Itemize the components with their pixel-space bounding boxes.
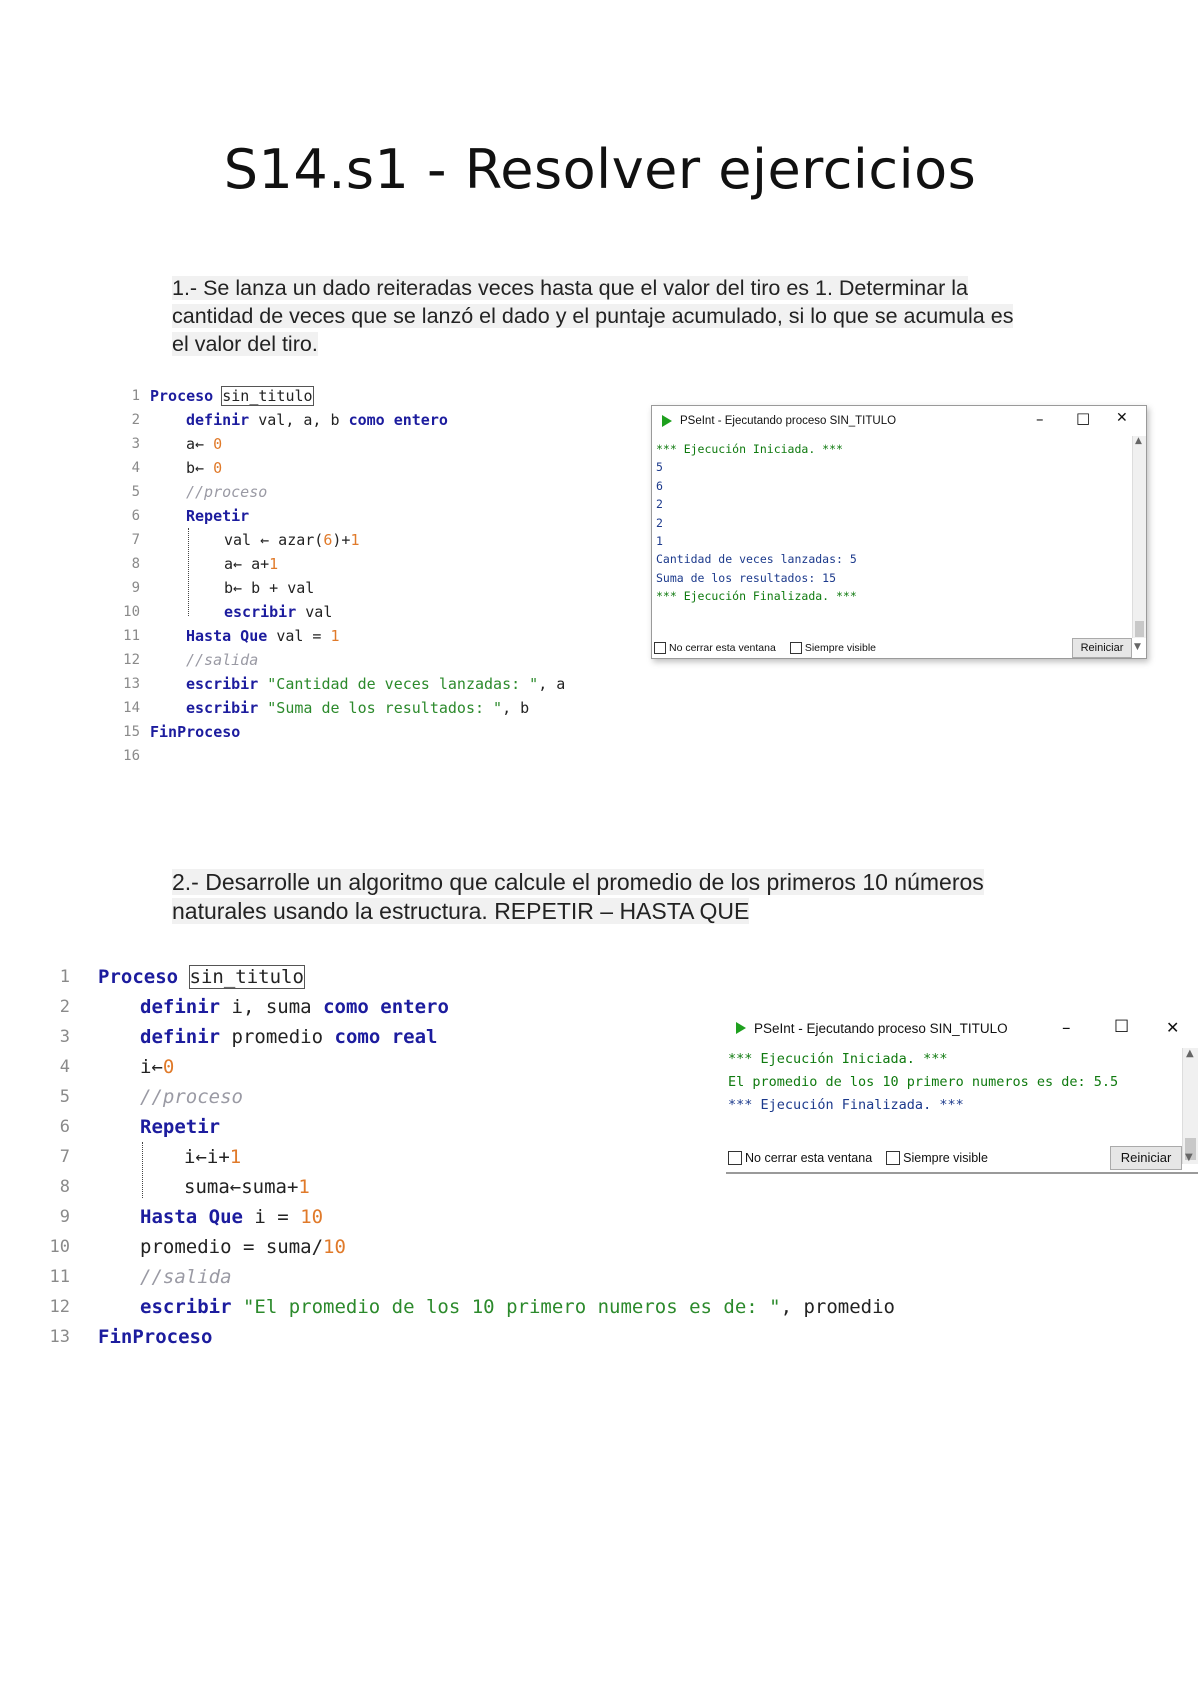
code-text: suma←suma+ (184, 1176, 299, 1198)
keyword: definir (140, 1026, 221, 1048)
console-line: 2 (656, 497, 663, 512)
line-number: 6 (131, 508, 140, 524)
keyword: como (323, 996, 369, 1018)
console-line: *** Ejecución Iniciada. *** (728, 1051, 948, 1067)
code-text: val ← azar( (224, 531, 324, 549)
number-literal: 1 (229, 1146, 242, 1168)
page-title: S14.s1 - Resolver ejercicios (223, 138, 977, 201)
number-literal: 10 (300, 1206, 324, 1228)
code-text: i = (254, 1206, 289, 1228)
always-visible-label: Siempre visible (903, 1151, 988, 1165)
console-line: 5 (656, 460, 663, 475)
code-text: a← a+ (224, 555, 270, 573)
line-number: 2 (131, 412, 140, 428)
line-number: 7 (59, 1147, 70, 1167)
variables: val, a, b (258, 411, 340, 429)
execution-window-2 (726, 1010, 1198, 1174)
line-number: 4 (59, 1057, 70, 1077)
line-number: 12 (49, 1297, 70, 1317)
code-comment: //proceso (186, 483, 268, 501)
exercise-2-statement-line-2: naturales usando la estructura. REPETIR – HASTA QUE (172, 898, 750, 924)
exercise-1-statement (172, 274, 1032, 358)
keyword: entero (380, 996, 449, 1018)
string-literal: "El promedio de los 10 primero numeros es de: " (242, 1296, 781, 1318)
keyword: definir (186, 411, 250, 429)
repeat-block-guide (188, 528, 189, 616)
keyword: FinProceso (98, 1326, 213, 1348)
scrollbar[interactable] (1132, 436, 1146, 638)
keyword: escribir (140, 1296, 232, 1318)
scroll-down-icon[interactable]: ▼ (1185, 1152, 1193, 1163)
keyword: como (334, 1026, 381, 1048)
code-text: , b (502, 699, 530, 717)
variables: i, suma (231, 996, 312, 1018)
no-close-checkbox[interactable] (654, 642, 666, 654)
number-literal: 1 (298, 1176, 310, 1198)
line-number: 2 (59, 997, 70, 1017)
code-text: )+ (332, 531, 351, 549)
line-number: 8 (131, 556, 140, 572)
number-literal: 1 (269, 555, 279, 573)
number-literal: 1 (350, 531, 360, 549)
line-number: 1 (131, 388, 140, 404)
line-number: 14 (123, 700, 140, 716)
keyword: definir (140, 996, 221, 1018)
no-close-label: No cerrar esta ventana (745, 1151, 873, 1165)
window-title: PSeInt - Ejecutando proceso SIN_TITULO (680, 415, 897, 427)
line-number: 7 (131, 532, 140, 548)
console-line: *** Ejecución Finalizada. *** (728, 1097, 964, 1113)
line-number: 15 (123, 724, 140, 740)
line-number: 9 (131, 580, 140, 596)
keyword: FinProceso (150, 723, 241, 741)
console-line: Cantidad de veces lanzadas: 5 (656, 552, 857, 567)
exercise-2-statement-line-1: 2.- Desarrolle un algoritmo que calcule el promedio de los primeros 10 números (172, 869, 984, 895)
number-literal: 0 (213, 459, 223, 477)
always-visible-label: Siempre visible (804, 642, 877, 654)
keyword: Repetir (140, 1116, 221, 1138)
number-literal: 0 (213, 435, 223, 453)
scroll-down-icon[interactable]: ▼ (1134, 642, 1141, 652)
line-number: 13 (49, 1327, 70, 1347)
line-number: 13 (123, 676, 140, 692)
scroll-up-icon[interactable]: ▲ (1135, 436, 1142, 446)
code-text: i←i+ (184, 1146, 230, 1168)
code-text: i← (140, 1056, 163, 1078)
line-number: 4 (131, 460, 140, 476)
window-title: PSeInt - Ejecutando proceso SIN_TITULO (754, 1020, 1008, 1036)
console-line: El promedio de los 10 primero numeros es de: 5.5 (728, 1074, 1119, 1090)
code-text: val (305, 603, 333, 621)
console-line: *** Ejecución Finalizada. *** (656, 589, 857, 604)
number-literal: 0 (162, 1056, 175, 1078)
line-number: 1 (59, 967, 70, 987)
code-comment: //proceso (140, 1086, 243, 1108)
variables: promedio (231, 1026, 324, 1048)
play-icon (736, 1022, 746, 1034)
console-line: 1 (656, 534, 663, 549)
code-text: a← (186, 435, 205, 453)
line-number: 16 (123, 748, 140, 764)
restart-button[interactable]: Reiniciar (1110, 1146, 1182, 1170)
scroll-up-icon[interactable]: ▲ (1186, 1048, 1194, 1059)
maximize-button[interactable]: □ (1076, 409, 1091, 427)
string-literal: "Suma de los resultados: " (267, 699, 503, 717)
console-line: Suma de los resultados: 15 (656, 570, 837, 585)
keyword: Hasta Que (186, 627, 268, 645)
close-button[interactable]: ✕ (1166, 1018, 1180, 1037)
keyword: como (348, 411, 385, 429)
number-literal: 1 (330, 627, 340, 645)
line-number: 6 (59, 1117, 70, 1137)
console-line: *** Ejecución Iniciada. *** (656, 442, 843, 456)
repeat-block-guide (142, 1142, 143, 1198)
keyword: Proceso (150, 387, 214, 405)
keyword: real (391, 1026, 438, 1048)
scrollbar-thumb[interactable] (1135, 621, 1144, 637)
code-text: promedio = suma/ (140, 1236, 324, 1258)
process-name: sin_titulo (222, 387, 313, 405)
console-output (656, 440, 857, 606)
keyword: Proceso (98, 966, 179, 988)
minimize-button[interactable]: – (1062, 1018, 1071, 1038)
string-literal: "Cantidad de veces lanzadas: " (267, 675, 539, 693)
code-text: b← (186, 459, 205, 477)
keyword: Hasta Que (140, 1206, 243, 1228)
line-number: 11 (123, 628, 140, 644)
exercise-1-statement-text: 1.- Se lanza un dado reiteradas veces hasta que el valor del tiro es 1. Determinar la cantidad de veces que se lanzó el dado y el puntaje acumulado, si lo que se acumula es el valor del tiro. (172, 276, 1014, 356)
line-number: 9 (59, 1207, 70, 1227)
keyword: Repetir (186, 507, 250, 525)
exercise-1-code (108, 384, 628, 784)
no-close-checkbox[interactable] (728, 1151, 742, 1165)
line-number: 11 (49, 1267, 70, 1287)
line-number: 8 (59, 1177, 70, 1197)
number-literal: 6 (323, 531, 333, 549)
exercise-2-statement (172, 868, 1012, 926)
line-number: 5 (131, 484, 140, 500)
code-text: val = (276, 627, 322, 645)
keyword: escribir (186, 675, 259, 693)
line-number: 10 (49, 1237, 70, 1257)
line-number: 10 (123, 604, 140, 620)
keyword: escribir (186, 699, 259, 717)
code-text: , a (538, 675, 566, 693)
close-button[interactable]: ✕ (1116, 410, 1128, 426)
console-line: 2 (656, 515, 663, 530)
code-text: , promedio (780, 1296, 895, 1318)
line-number: 12 (123, 652, 140, 668)
line-number: 3 (59, 1027, 70, 1047)
always-visible-checkbox[interactable] (790, 642, 802, 654)
restart-button[interactable]: Reiniciar (1072, 638, 1132, 658)
number-literal: 10 (323, 1236, 346, 1258)
play-icon (662, 415, 672, 427)
maximize-button[interactable]: ☐ (1114, 1017, 1130, 1037)
window-titlebar (652, 406, 1146, 436)
no-close-label: No cerrar esta ventana (669, 642, 776, 654)
execution-window-1 (651, 405, 1147, 659)
line-number: 3 (131, 436, 140, 452)
console-line: 6 (656, 478, 663, 493)
code-text: b← b + val (224, 579, 315, 597)
process-name: sin_titulo (189, 966, 304, 988)
code-comment: //salida (186, 651, 259, 669)
keyword: escribir (224, 603, 297, 621)
line-number: 5 (59, 1087, 70, 1107)
console-output (728, 1048, 1118, 1117)
code-comment: //salida (140, 1266, 232, 1288)
minimize-button[interactable]: – (1036, 410, 1044, 428)
keyword: entero (393, 411, 448, 429)
always-visible-checkbox[interactable] (886, 1151, 900, 1165)
